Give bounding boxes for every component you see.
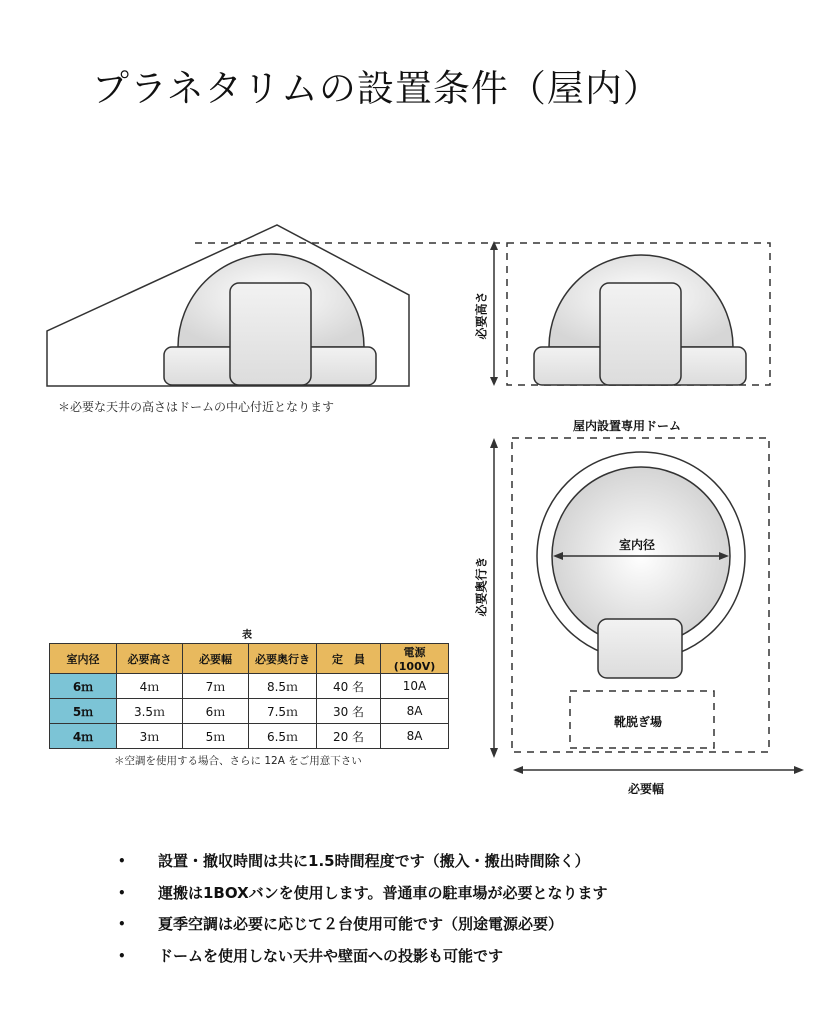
bullet-icon: • [118,885,126,900]
dome-entrance [600,283,681,385]
header-required-width: 必要幅 [183,644,249,674]
cell-power: 8A [381,699,449,724]
table-caption: 表 [242,630,252,641]
dome-elevation [490,241,770,386]
cell-required-depth: 6.5ｍ [249,724,317,749]
dome-entrance [598,619,682,678]
label-required-depth: 必要奥行き [474,556,489,617]
bullet-icon: • [118,948,126,963]
cell-required-width: 5ｍ [183,724,249,749]
list-item-text: 設置・撤収時間は共に1.5時間程度です（搬入・搬出時間除く） [158,852,590,870]
cell-required-depth: 7.5ｍ [249,699,317,724]
list-item [118,945,607,977]
header-capacity: 定 員 [317,644,381,674]
cell-capacity: 30 名 [317,699,381,724]
list-item-text: 夏季空調は必要に応じて２台使用可能です（別途電源必要） [158,915,564,933]
header-required-depth: 必要奥行き [249,644,317,674]
cell-required-height: 3ｍ [117,724,183,749]
cell-required-height: 4ｍ [117,674,183,699]
list-item-text: 運搬は1BOXバンを使用します。普通車の駐車場が必要となります [158,883,608,902]
ceiling-note: ＊必要な天井の高さはドームの中心付近となります [58,400,335,414]
cell-capacity: 40 名 [317,674,381,699]
header-required-height: 必要高さ [117,644,183,674]
conditions-list [118,850,607,976]
page-title: プラネタリムの設置条件（屋内） [92,67,661,110]
dome-entrance [230,283,311,385]
cell-power: 10A [381,674,449,699]
label-dome-caption: 屋内設置専用ドーム [573,419,682,433]
label-required-height: 必要高さ [474,291,489,340]
table-row [50,699,449,724]
list-item [118,882,607,914]
cell-required-width: 7ｍ [183,674,249,699]
bullet-icon: • [118,854,126,868]
table-header-row [50,644,449,674]
list-item [118,850,607,882]
spec-table [49,643,449,749]
cell-required-depth: 8.5ｍ [249,674,317,699]
cell-inner-diameter: 5ｍ [50,699,117,724]
label-shoe-area: 靴脱ぎ場 [614,715,663,729]
label-inner-diameter: 室内径 [619,538,656,552]
list-item [118,913,607,945]
table-footnote: ＊空調を使用する場合、さらに 12A をご用意下さい [114,755,362,767]
list-item-text: ドームを使用しない天井や壁面への投影も可能です [158,946,504,965]
table-row [50,724,449,749]
cell-power: 8A [381,724,449,749]
house-cross-section [47,225,500,386]
cell-capacity: 20 名 [317,724,381,749]
cell-required-width: 6ｍ [183,699,249,724]
cell-required-height: 3.5ｍ [117,699,183,724]
table-row [50,674,449,699]
cell-inner-diameter: 4ｍ [50,724,117,749]
bullet-icon: • [118,917,126,931]
header-inner-diameter: 室内径 [50,644,117,674]
header-power: 電源 (100V) [381,644,449,674]
label-required-width: 必要幅 [628,782,665,796]
cell-inner-diameter: 6ｍ [50,674,117,699]
